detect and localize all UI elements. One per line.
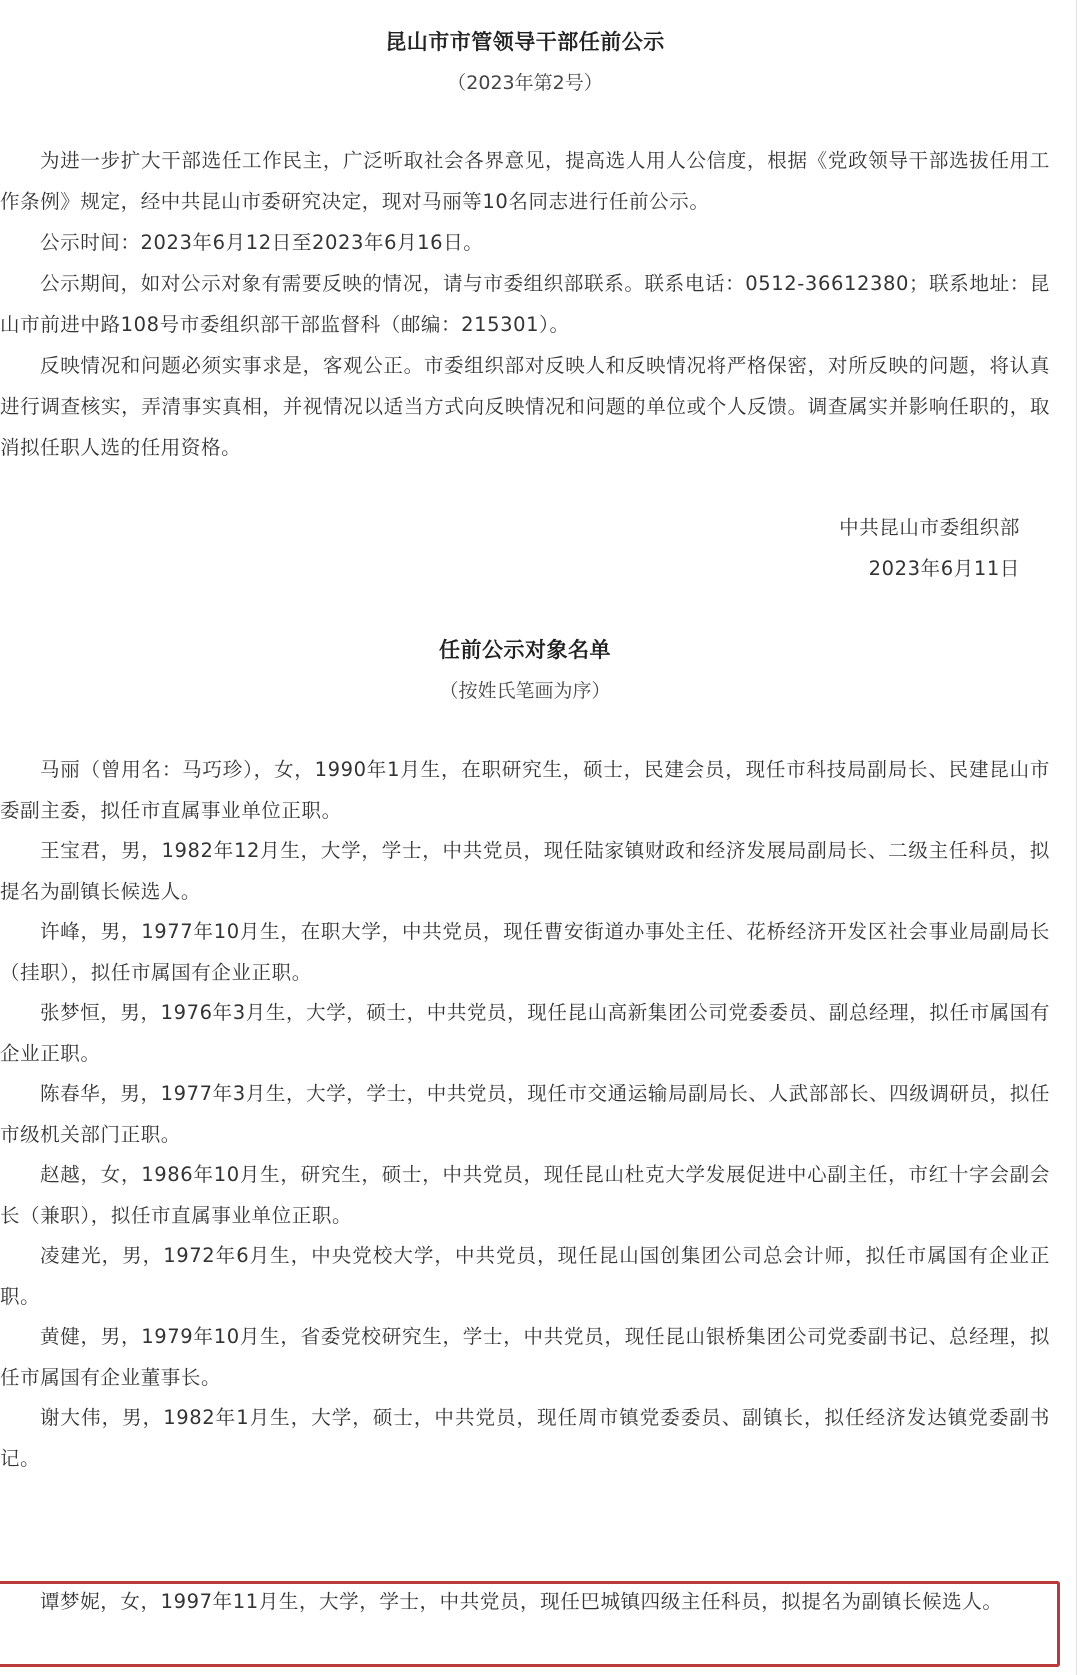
list-item: 黄健，男，1979年10月生，省委党校研究生，学士，中共党员，现任昆山银桥集团公司党委副书记、总经理，拟任市属国有企业董事长。 [0, 1325, 1050, 1389]
intro-paragraph-reporting: 反映情况和问题必须实事求是，客观公正。市委组织部对反映人和反映情况将严格保密，对所反映的问题，将认真进行调查核实，弄清事实真相，并视情况以适当方式向反映情况和问题的单位或个人反馈。调查属实并影响任职的，取消拟任职人选的任用资格。 [0, 354, 1050, 459]
list-item: 王宝君，男，1982年12月生，大学，学士，中共党员，现任陆家镇财政和经济发展局副局长、二级主任科员，拟提名为副镇长候选人。 [0, 839, 1050, 903]
intro-paragraph-period: 公示时间：2023年6月12日至2023年6月16日。 [40, 231, 484, 254]
list-item: 张梦恒，男，1976年3月生，大学，硕士，中共党员，现任昆山高新集团公司党委委员、副总经理，拟任市属国有企业正职。 [0, 1001, 1050, 1065]
intro-paragraph-contact: 公示期间，如对公示对象有需要反映的情况，请与市委组织部联系。联系电话：0512-36612380；联系地址：昆山市前进中路108号市委组织部干部监督科（邮编：215301）。 [0, 272, 1050, 336]
issue-number: （2023年第2号） [447, 72, 603, 94]
signature-date: 2023年6月11日 [868, 557, 1020, 580]
list-subtitle: （按姓氏笔画为序） [439, 680, 611, 702]
page-title: 昆山市市管领导干部任前公示 [385, 30, 665, 54]
list-item: 马丽（曾用名：马巧珍），女，1990年1月生，在职研究生，硕士，民建会员，现任市科技局副局长、民建昆山市委副主委，拟任市直属事业单位正职。 [0, 758, 1050, 822]
intro-paragraph-purpose: 为进一步扩大干部选任工作民主，广泛听取社会各界意见，提高选人用人公信度，根据《党政领导干部选拔任用工作条例》规定，经中共昆山市委研究决定，现对马丽等10名同志进行任前公示。 [0, 149, 1050, 213]
signature-org: 中共昆山市委组织部 [839, 516, 1020, 539]
list-item-highlighted: 谭梦妮，女，1997年11月生，大学，学士，中共党员，现任巴城镇四级主任科员，拟提名为副镇长候选人。 [40, 1590, 1003, 1613]
list-item: 凌建光，男，1972年6月生，中央党校大学，中共党员，现任昆山国创集团公司总会计师，拟任市属国有企业正职。 [0, 1244, 1050, 1308]
list-item: 许峰，男，1977年10月生，在职大学，中共党员，现任曹安街道办事处主任、花桥经济开发区社会事业局副局长（挂职），拟任市属国有企业正职。 [0, 920, 1050, 984]
page-edge-rule [1076, 0, 1077, 1675]
highlight-annotation-box [0, 1581, 1060, 1667]
list-item: 陈春华，男，1977年3月生，大学，学士，中共党员，现任市交通运输局副局长、人武部部长、四级调研员，拟任市级机关部门正职。 [0, 1082, 1050, 1146]
list-item: 赵越，女，1986年10月生，研究生，硕士，中共党员，现任昆山杜克大学发展促进中心副主任，市红十字会副会长（兼职），拟任市直属事业单位正职。 [0, 1163, 1050, 1227]
list-title: 任前公示对象名单 [439, 638, 611, 662]
list-item: 谢大伟，男，1982年1月生，大学，硕士，中共党员，现任周市镇党委委员、副镇长，拟任经济发达镇党委副书记。 [0, 1406, 1050, 1470]
